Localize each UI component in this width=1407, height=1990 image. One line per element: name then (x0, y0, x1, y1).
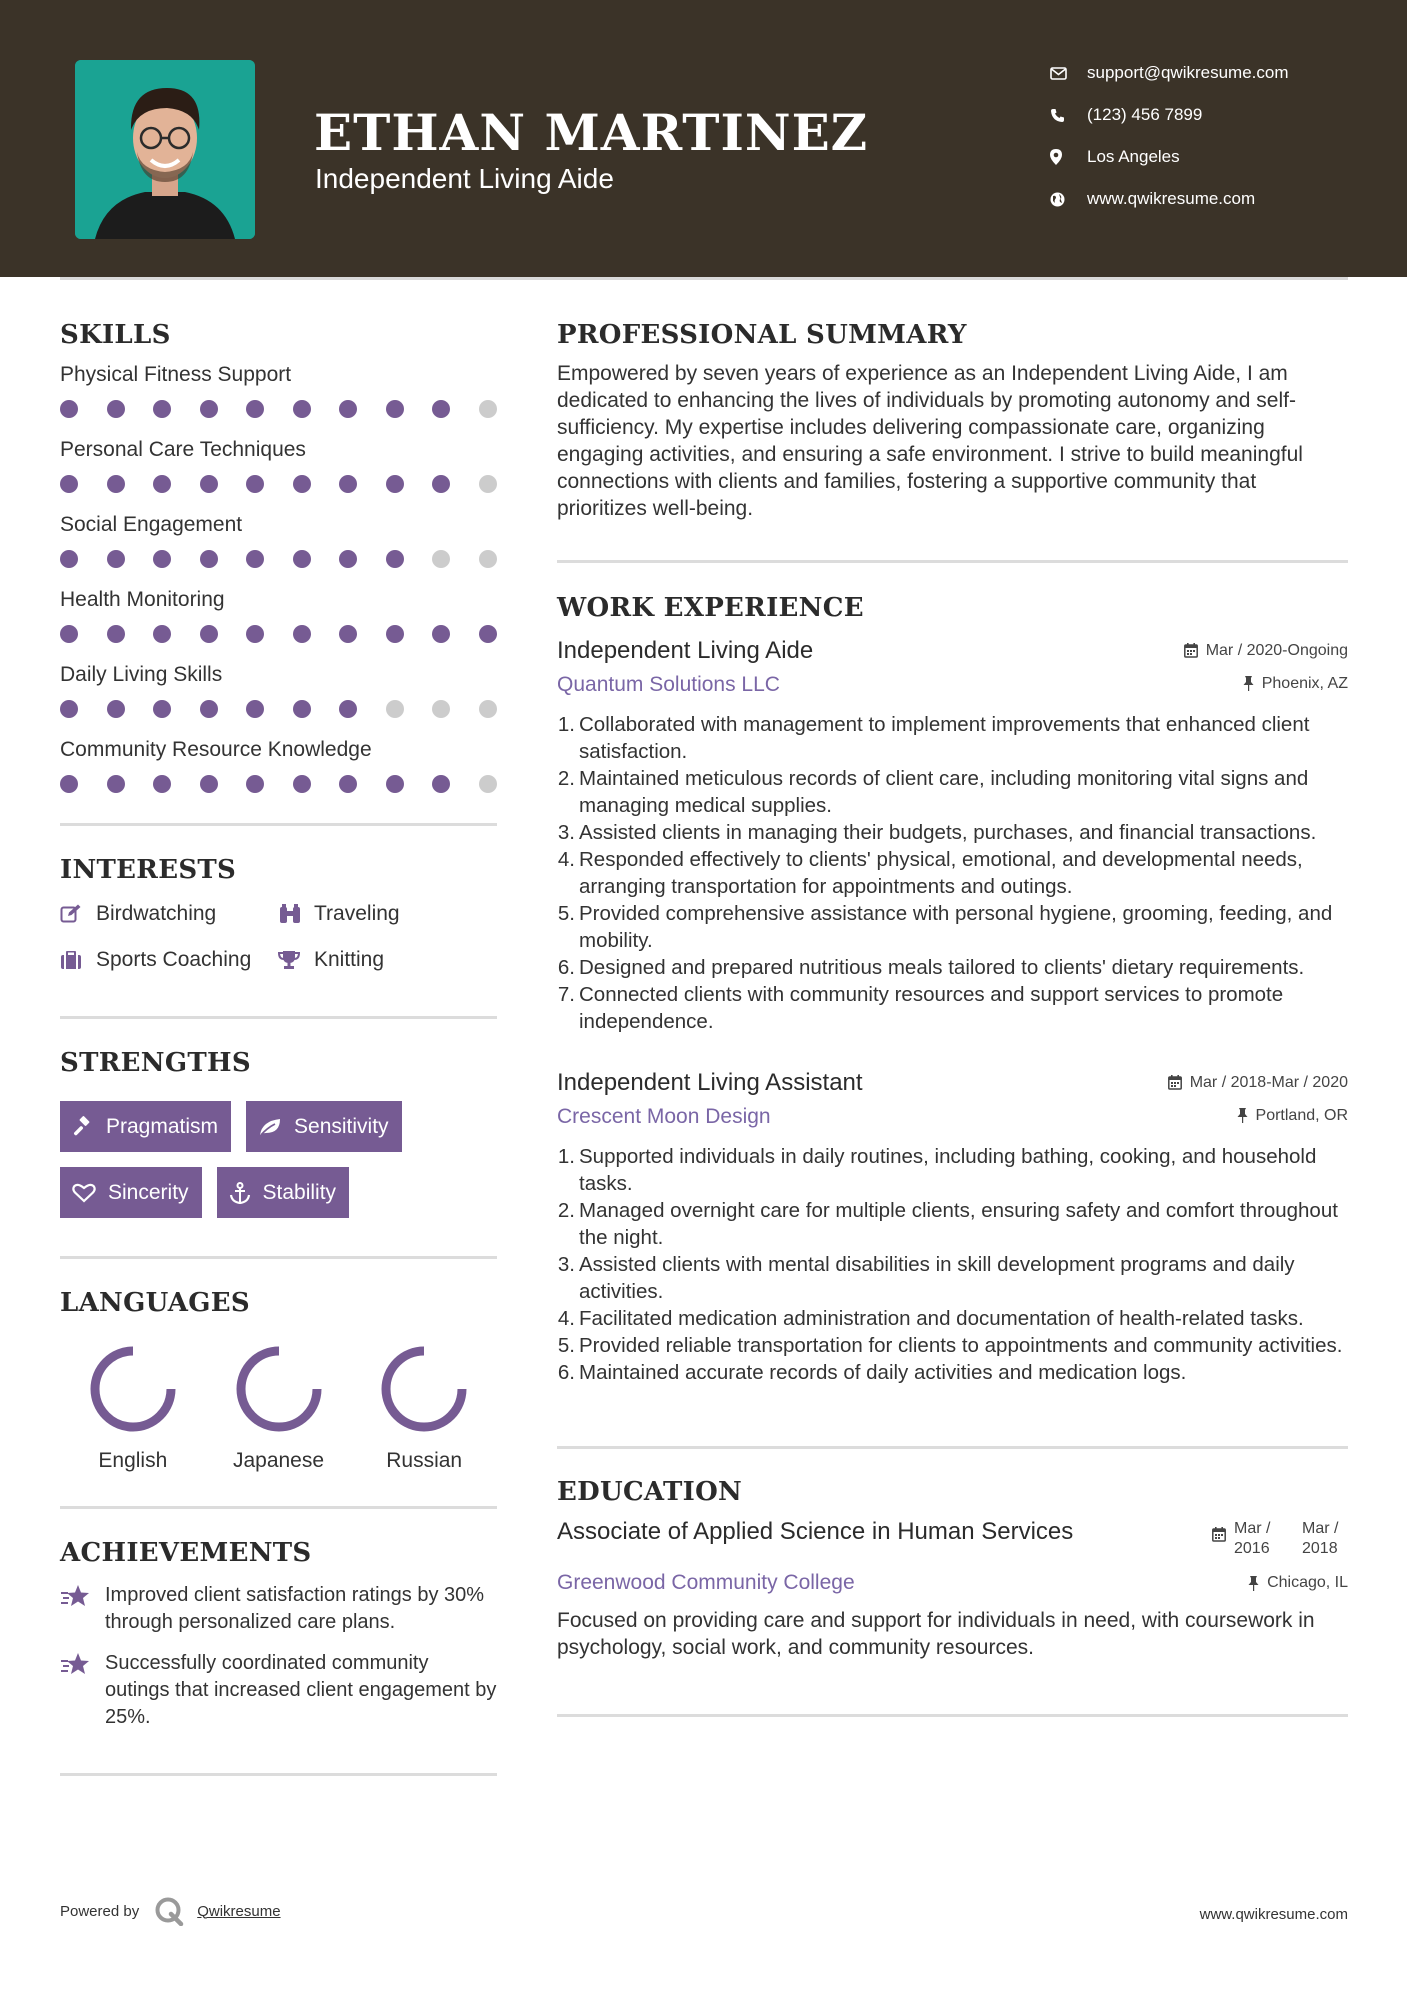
job-location-text: Phoenix, AZ (1261, 674, 1348, 692)
divider (557, 1446, 1348, 1449)
skills-list (60, 362, 497, 793)
contact-email-text: support@qwikresume.com (1087, 63, 1289, 82)
job-bullets (557, 1143, 1348, 1386)
language-ring (233, 1343, 325, 1435)
rating-dot-filled (246, 700, 264, 718)
rating-dot-filled (432, 625, 450, 643)
bullet-text: Supported individuals in daily routines, including bathing, cooking, and household tasks. (579, 1145, 1317, 1195)
school-name: Greenwood Community College (557, 1571, 855, 1594)
bullet-text: Collaborated with management to implement improvements that enhanced client satisfaction. (579, 713, 1310, 763)
strengths-list (60, 1101, 497, 1218)
contact-location-text: Los Angeles (1087, 147, 1180, 166)
rating-dot-filled (293, 400, 311, 418)
bullet-text: Assisted clients with mental disabilities in skill development programs and daily activities. (579, 1253, 1295, 1303)
interests-list (60, 901, 497, 973)
rating-dot-filled (60, 625, 78, 643)
strength-tag (60, 1167, 202, 1218)
rating-dot-filled (339, 700, 357, 718)
skill-rating (60, 475, 497, 493)
rating-dot-empty (479, 550, 497, 568)
rating-dot-empty (479, 775, 497, 793)
rating-dot-filled (107, 475, 125, 493)
job-bullet (557, 1359, 1348, 1386)
rating-dot-filled (107, 550, 125, 568)
divider (557, 1714, 1348, 1717)
interest-label: Traveling (314, 902, 400, 925)
skill-name: Personal Care Techniques (60, 438, 306, 461)
profile-photo (75, 60, 255, 239)
pushpin-icon (1243, 676, 1254, 691)
job-bullet (557, 1305, 1348, 1332)
rating-dot-filled (200, 700, 218, 718)
bullet-number: 3. (557, 821, 575, 844)
rating-dot-filled (293, 775, 311, 793)
bullet-text: Designed and prepared nutritious meals tailored to clients' dietary requirements. (579, 956, 1305, 979)
rating-dot-filled (60, 475, 78, 493)
language-name: English (98, 1449, 168, 1472)
job-title: Independent Living Aide (557, 637, 814, 664)
rating-dot-filled (386, 625, 404, 643)
rating-dot-filled (386, 400, 404, 418)
calendar-icon (1184, 643, 1198, 658)
strength-label: Sensitivity (294, 1114, 389, 1138)
rating-dot-filled (153, 550, 171, 568)
language-item (206, 1343, 352, 1473)
strengths-heading: STRENGTHS (60, 1048, 251, 1078)
job-bullet (557, 900, 1348, 954)
rating-dot-filled (200, 550, 218, 568)
divider (60, 823, 497, 826)
language-name: Russian (386, 1449, 463, 1472)
pushpin-icon (1248, 1576, 1259, 1591)
rating-dot-empty (479, 400, 497, 418)
rating-dot-filled (432, 775, 450, 793)
interest-label: Birdwatching (96, 902, 217, 925)
bullet-text: Managed overnight care for multiple clients, ensuring safety and comfort throughout the night. (579, 1199, 1338, 1249)
rating-dot-filled (153, 475, 171, 493)
job-bullet (557, 981, 1348, 1035)
job-bullet (557, 819, 1348, 846)
rating-dot-filled (246, 475, 264, 493)
job-location-text: Portland, OR (1255, 1106, 1348, 1124)
achievement-item (60, 1582, 497, 1636)
skill-name: Health Monitoring (60, 588, 225, 611)
bullet-number: 5. (557, 1334, 575, 1357)
rating-dot-filled (246, 775, 264, 793)
rating-dot-empty (479, 700, 497, 718)
bullet-number: 3. (557, 1253, 575, 1276)
bullet-number: 4. (557, 848, 575, 871)
summary-text: Empowered by seven years of experience as an Independent Living Aide, I am dedicated to enhancing the lives of individuals by promoting autonomy and self-sufficiency. My expertise includes delivering compassionate care, organizing engaging activities, and ensuring a safe environment. I strive to build meaningful connections with clients and families, fostering a supportive community that prioritizes well-being. (557, 362, 1303, 520)
rating-dot-filled (153, 775, 171, 793)
trophy-icon (278, 950, 314, 970)
strength-label: Sincerity (108, 1180, 189, 1204)
rating-dot-filled (339, 550, 357, 568)
rating-dot-filled (107, 700, 125, 718)
bullet-number: 2. (557, 1199, 575, 1222)
rating-dot-filled (200, 475, 218, 493)
language-ring (87, 1343, 179, 1435)
job-entry (557, 637, 1348, 1035)
star-icon (60, 1650, 105, 1731)
bullet-text: Facilitated medication administration and documentation of health-related tasks. (579, 1307, 1304, 1330)
job-bullet (557, 765, 1348, 819)
job-bullet (557, 711, 1348, 765)
education-date-start: Mar / 2016 (1234, 1520, 1271, 1557)
interest-item (278, 947, 478, 973)
strength-tag (217, 1167, 350, 1218)
language-ring (378, 1343, 470, 1435)
resume-header (0, 0, 1407, 277)
strength-label: Pragmatism (106, 1114, 219, 1138)
header-divider (60, 277, 1348, 280)
brand-link[interactable]: Qwikresume (197, 1902, 281, 1920)
bullet-text: Maintained accurate records of daily activities and medication logs. (579, 1361, 1187, 1384)
bullet-text: Provided reliable transportation for clients to appointments and community activities. (579, 1334, 1343, 1357)
contact-location (1050, 136, 1289, 178)
education-head (557, 1517, 1348, 1559)
candidate-name: ETHAN MARTINEZ (314, 103, 869, 162)
language-item (60, 1343, 206, 1473)
rating-dot-filled (246, 550, 264, 568)
job-bullet (557, 846, 1348, 900)
rating-dot-filled (60, 700, 78, 718)
language-level-arc (386, 1351, 462, 1427)
rating-dot-filled (386, 550, 404, 568)
rating-dot-filled (386, 775, 404, 793)
skill-rating (60, 400, 497, 418)
job-date-text: Mar / 2020-Ongoing (1205, 641, 1348, 659)
job-bullet (557, 1143, 1348, 1197)
envelope-icon (1050, 67, 1087, 80)
bullet-number: 7. (557, 983, 575, 1006)
achievements-heading: ACHIEVEMENTS (60, 1538, 312, 1568)
map-pin-icon (1050, 149, 1087, 165)
rating-dot-filled (339, 475, 357, 493)
binoculars-icon (278, 904, 314, 924)
rating-dot-filled (200, 400, 218, 418)
job-entry (557, 1069, 1348, 1386)
rating-dot-filled (200, 625, 218, 643)
bullet-number: 1. (557, 713, 575, 736)
bullet-text: Responded effectively to clients' physical, emotional, and developmental needs, arranging transportation for appointments and outings. (579, 848, 1303, 898)
achievements-list (60, 1582, 497, 1731)
leaf-icon (258, 1117, 282, 1137)
skill-rating (60, 550, 497, 568)
experience-heading: WORK EXPERIENCE (557, 593, 864, 623)
rating-dot-filled (60, 775, 78, 793)
job-bullet (557, 1197, 1348, 1251)
calendar-icon (1168, 1075, 1182, 1090)
bullet-number: 4. (557, 1307, 575, 1330)
education-sub (557, 1571, 1348, 1595)
rating-dot-filled (293, 625, 311, 643)
rating-dot-empty (386, 700, 404, 718)
bullet-number: 6. (557, 956, 575, 979)
qwikresume-logo-icon (154, 1896, 184, 1926)
bullet-number: 2. (557, 767, 575, 790)
job-bullet (557, 954, 1348, 981)
contact-phone[interactable] (1050, 94, 1289, 136)
skill-name: Social Engagement (60, 513, 243, 536)
language-name: Japanese (232, 1449, 325, 1472)
job-date-text: Mar / 2018-Mar / 2020 (1189, 1073, 1348, 1091)
calendar-icon (1212, 1527, 1226, 1542)
skill-rating (60, 775, 497, 793)
bullet-text: Maintained meticulous records of client care, including monitoring vital signs and managing medical supplies. (579, 767, 1309, 817)
job-bullet (557, 1251, 1348, 1305)
education-location (1248, 1574, 1348, 1592)
job-location (1237, 1107, 1348, 1125)
rating-dot-filled (60, 550, 78, 568)
rating-dot-filled (200, 775, 218, 793)
globe-icon (1050, 192, 1087, 207)
summary-heading: PROFESSIONAL SUMMARY (557, 320, 967, 350)
education-date-end: Mar / 2018 (1302, 1520, 1339, 1557)
job-date (1184, 642, 1348, 660)
rating-dot-filled (432, 475, 450, 493)
achievement-item (60, 1650, 497, 1731)
skill-name: Daily Living Skills (60, 663, 223, 686)
skills-heading: SKILLS (60, 320, 171, 350)
company-name: Quantum Solutions LLC (557, 673, 780, 696)
job-bullet (557, 1332, 1348, 1359)
job-location (1243, 675, 1348, 693)
bullet-text: Connected clients with community resources and support services to promote independence. (579, 983, 1284, 1033)
rating-dot-filled (107, 400, 125, 418)
job-sub (557, 1105, 1348, 1129)
phone-icon (1050, 108, 1087, 123)
rating-dot-filled (107, 775, 125, 793)
rating-dot-filled (60, 400, 78, 418)
bullet-text: Assisted clients in managing their budgets, purchases, and financial transactions. (579, 821, 1317, 844)
heart-icon (72, 1183, 96, 1203)
interest-item (60, 901, 278, 927)
job-bullets (557, 711, 1348, 1035)
rating-dot-filled (386, 475, 404, 493)
language-level-arc (241, 1351, 317, 1427)
interest-item (278, 901, 478, 927)
rating-dot-filled (339, 625, 357, 643)
bullet-number: 5. (557, 902, 575, 925)
footer-powered-by (60, 1896, 281, 1926)
achievement-text: Successfully coordinated community outings that increased client engagement by 25%. (105, 1652, 497, 1728)
rating-dot-filled (153, 400, 171, 418)
language-item (351, 1343, 497, 1473)
divider (60, 1773, 497, 1776)
rating-dot-empty (432, 700, 450, 718)
rating-dot-filled (339, 400, 357, 418)
skill-rating (60, 625, 497, 643)
skill-name: Community Resource Knowledge (60, 738, 372, 761)
interests-heading: INTERESTS (60, 855, 237, 885)
strength-tag (60, 1101, 231, 1152)
briefcase-icon (60, 951, 96, 969)
job-sub (557, 673, 1348, 697)
rating-dot-empty (432, 550, 450, 568)
degree-title: Associate of Applied Science in Human Services (557, 1518, 1074, 1545)
rating-dot-filled (293, 550, 311, 568)
languages-list (60, 1343, 497, 1473)
contact-website[interactable] (1050, 178, 1289, 220)
contact-phone-text: (123) 456 7899 (1087, 105, 1203, 124)
education-description: Focused on providing care and support for individuals in need, with coursework in psychology, social work, and community resources. (557, 1609, 1315, 1659)
pencil-edit-icon (60, 904, 96, 924)
skill-name: Physical Fitness Support (60, 363, 292, 386)
job-title: Independent Living Assistant (557, 1069, 863, 1096)
rating-dot-empty (479, 475, 497, 493)
job-date (1168, 1074, 1348, 1092)
rating-dot-filled (153, 625, 171, 643)
rating-dot-filled (479, 625, 497, 643)
rating-dot-filled (432, 400, 450, 418)
bullet-number: 1. (557, 1145, 575, 1168)
rating-dot-filled (293, 700, 311, 718)
divider (60, 1016, 497, 1019)
divider (60, 1256, 497, 1259)
footer-url[interactable]: www.qwikresume.com (1199, 1906, 1348, 1923)
interest-label: Knitting (314, 948, 385, 971)
jobs-list (557, 637, 1348, 1386)
rating-dot-filled (246, 400, 264, 418)
right-column (557, 320, 1348, 1717)
strength-tag (246, 1101, 402, 1152)
rating-dot-filled (339, 775, 357, 793)
education-location-text: Chicago, IL (1267, 1574, 1348, 1591)
bullet-text: Provided comprehensive assistance with personal hygiene, grooming, feeding, and mobility. (579, 902, 1333, 952)
job-head (557, 637, 1348, 665)
job-head (557, 1069, 1348, 1097)
interest-item (60, 947, 278, 973)
divider (60, 1506, 497, 1509)
rating-dot-filled (293, 475, 311, 493)
education-dates (1212, 1517, 1348, 1559)
rating-dot-filled (107, 625, 125, 643)
star-icon (60, 1582, 105, 1636)
rating-dot-filled (246, 625, 264, 643)
bullet-number: 6. (557, 1361, 575, 1384)
powered-by-text: Powered by (60, 1902, 140, 1920)
language-level-arc (95, 1351, 171, 1427)
left-column (60, 320, 497, 1776)
candidate-title: Independent Living Aide (315, 163, 614, 194)
company-name: Crescent Moon Design (557, 1105, 771, 1128)
contact-email[interactable] (1050, 52, 1289, 94)
divider (557, 560, 1348, 563)
interest-label: Sports Coaching (96, 948, 252, 971)
education-heading: EDUCATION (557, 1477, 743, 1507)
skill-rating (60, 700, 497, 718)
languages-heading: LANGUAGES (60, 1288, 250, 1318)
contact-list (1050, 52, 1289, 220)
rating-dot-filled (153, 700, 171, 718)
pushpin-icon (1237, 1108, 1248, 1123)
contact-website-text: www.qwikresume.com (1087, 189, 1256, 208)
anchor-icon (229, 1182, 251, 1204)
strength-label: Stability (262, 1180, 337, 1204)
achievement-text: Improved client satisfaction ratings by 30% through personalized care plans. (105, 1584, 485, 1633)
gavel-icon (72, 1116, 94, 1138)
